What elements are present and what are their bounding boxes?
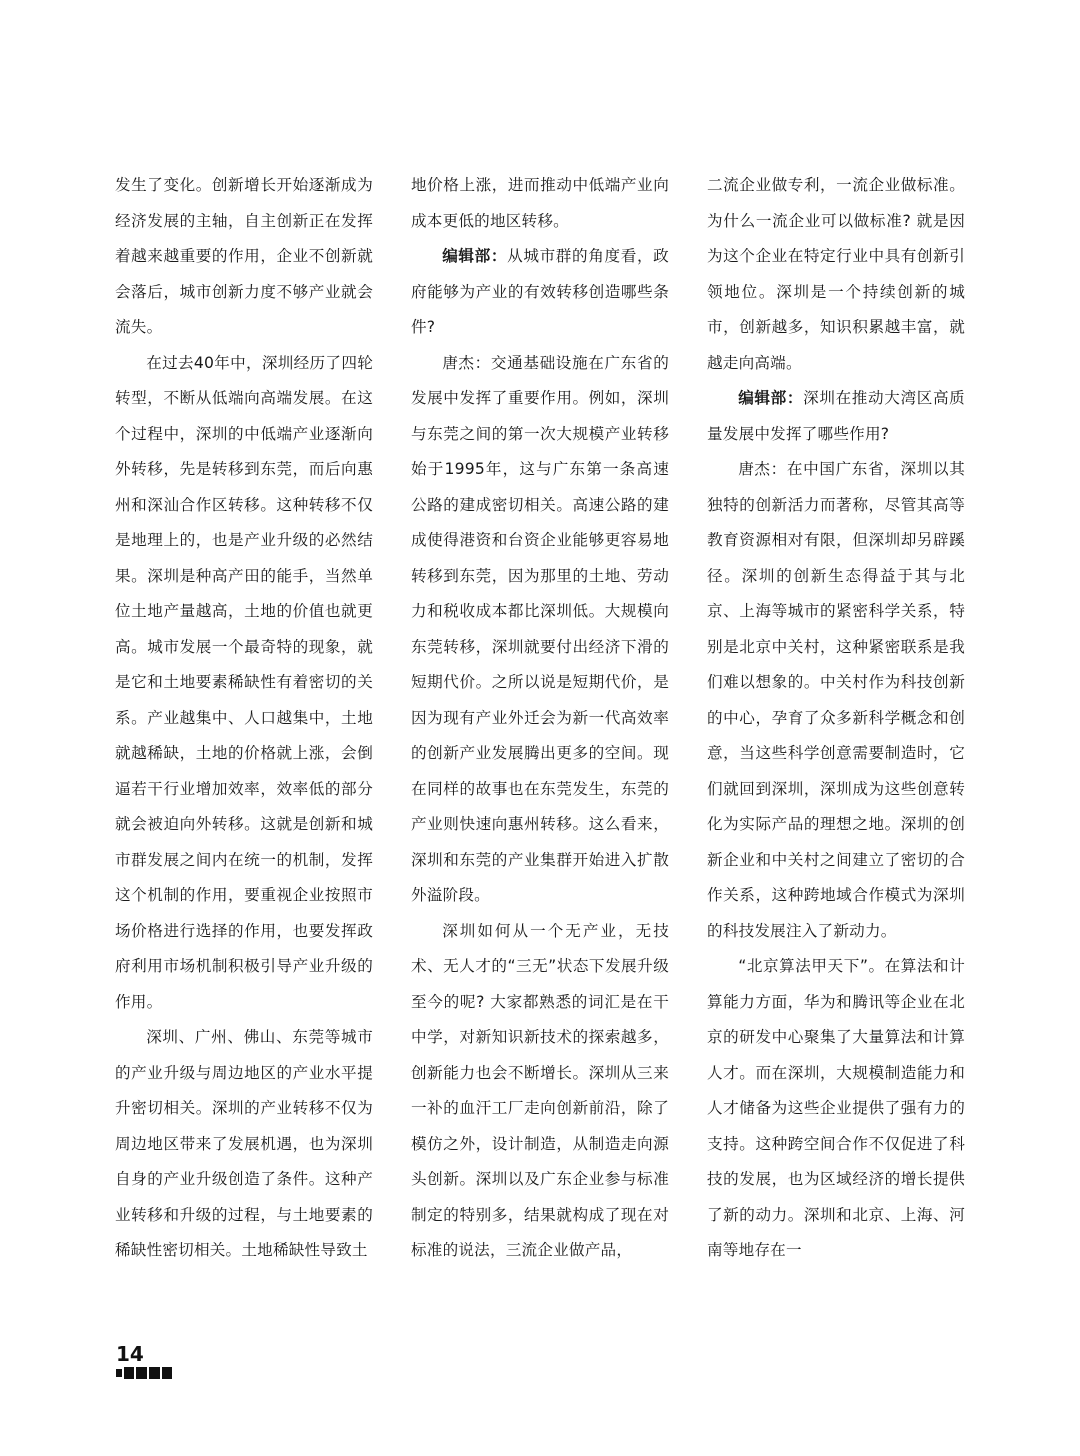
paragraph-text: “北京算法甲天下”。在算法和计算能力方面，华为和腾讯等企业在北京的研发中心聚集了大量算法和计算人才。而在深圳，大规模制造能力和人才储备为这些企业提供了强有力的支持。这种跨空间合作不仅促进了科技的发展，也为区域经济的增长提供了新的动力。深圳和北京、上海、河南等地存在一 [707,957,965,1259]
paragraph-text: 唐杰：交通基础设施在广东省的发展中发挥了重要作用。例如，深圳与东莞之间的第一次大规模产业转移始于1995年，这与广东第一条高速公路的建成密切相关。高速公路的建成使得港资和台资企业能够更容易地转移到东莞，因为那里的土地、劳动力和税收成本都比深圳低。大规模向东莞转移，深圳就要付出经济下滑的短期代价。之所以说是短期代价，是因为现有产业外迁会为新一代高效率的创新产业发展腾出更多的空间。现在同样的故事也在东莞发生，东莞的产业则快速向惠州转移。这么看来，深圳和东莞的产业集群开始进入扩散外溢阶段。 [411,353,669,904]
speaker-label: 编辑部： [442,247,508,265]
paragraph [115,1020,373,1269]
speaker-label: 编辑部： [738,389,804,407]
paragraph [707,452,965,949]
paragraph [707,381,965,452]
paragraph-text: 从城市群的角度看，政府能够为产业的有效转移创造哪些条件? [411,247,669,336]
text-column-2 [411,168,669,1269]
paragraph [707,168,965,381]
paragraph-text: 唐杰：在中国广东省，深圳以其独特的创新活力而著称，尽管其高等教育资源相对有限，但深圳却另辟蹊径。深圳的创新生态得益于其与北京、上海等城市的紧密科学关系，特别是北京中关村，这种紧密联系是我们难以想象的。中关村作为科技创新的中心，孕育了众多新科学概念和创意，当这些科学创意需要制造时，它们就回到深圳，深圳成为这些创意转化为实际产品的理想之地。深圳的创新企业和中关村之间建立了密切的合作关系，这种跨地域合作模式为深圳的科技发展注入了新动力。 [707,460,965,940]
paragraph-text: 二流企业做专利，一流企业做标准。为什么一流企业可以做标准? 就是因为这个企业在特定行业中具有创新引领地位。深圳是一个持续创新的城市，创新越多，知识积累越丰富，就越走向高端。 [707,176,965,372]
text-column-3 [707,168,965,1269]
paragraph [411,168,669,239]
paragraph-text: 深圳在推动大湾区高质量发展中发挥了哪些作用? [707,389,965,443]
paragraph [707,949,965,1269]
paragraph [115,168,373,346]
paragraph [411,239,669,346]
paragraph [115,346,373,1021]
magazine-logo-mark [116,1366,172,1380]
paragraph-text: 深圳如何从一个无产业，无技术、无人才的“三无”状态下发展升级至今的呢? 大家都熟悉的词汇是在干中学，对新知识新技术的探索越多，创新能力也会不断增长。深圳从三来一补的血汗工厂走向创新前沿，除了模仿之外，设计制造，从制造走向源头创新。深圳以及广东企业参与标准制定的特别多，结果就构成了现在对标准的说法，三流企业做产品， [411,921,669,1259]
paragraph-text: 发生了变化。创新增长开始逐渐成为经济发展的主轴，自主创新正在发挥着越来越重要的作用，企业不创新就会落后，城市创新力度不够产业就会流失。 [115,176,373,336]
paragraph [411,914,669,1269]
paragraph [411,346,669,914]
paragraph-text: 在过去40年中，深圳经历了四轮转型，不断从低端向高端发展。在这个过程中，深圳的中低端产业逐渐向外转移，先是转移到东莞，而后向惠州和深汕合作区转移。这种转移不仅是地理上的，也是产业升级的必然结果。深圳是种高产田的能手，当然单位土地产量越高，土地的价值也就更高。城市发展一个最奇特的现象，就是它和土地要素稀缺性有着密切的关系。产业越集中、人口越集中，土地就越稀缺，土地的价格就上涨，会倒逼若干行业增加效率，效率低的部分就会被迫向外转移。这就是创新和城市群发展之间内在统一的机制，发挥这个机制的作用，要重视企业按照市场价格进行选择的作用，也要发挥政府利用市场机制积极引导产业升级的作用。 [115,353,373,1011]
text-column-1 [115,168,373,1269]
magazine-logo [116,1366,172,1383]
page-number: 14 [116,1342,144,1366]
paragraph-text: 地价格上涨，进而推动中低端产业向成本更低的地区转移。 [411,176,669,230]
paragraph-text: 深圳、广州、佛山、东莞等城市的产业升级与周边地区的产业水平提升密切相关。深圳的产业转移不仅为周边地区带来了发展机遇，也为深圳自身的产业升级创造了条件。这种产业转移和升级的过程，与土地要素的稀缺性密切相关。土地稀缺性导致土 [115,1028,373,1259]
